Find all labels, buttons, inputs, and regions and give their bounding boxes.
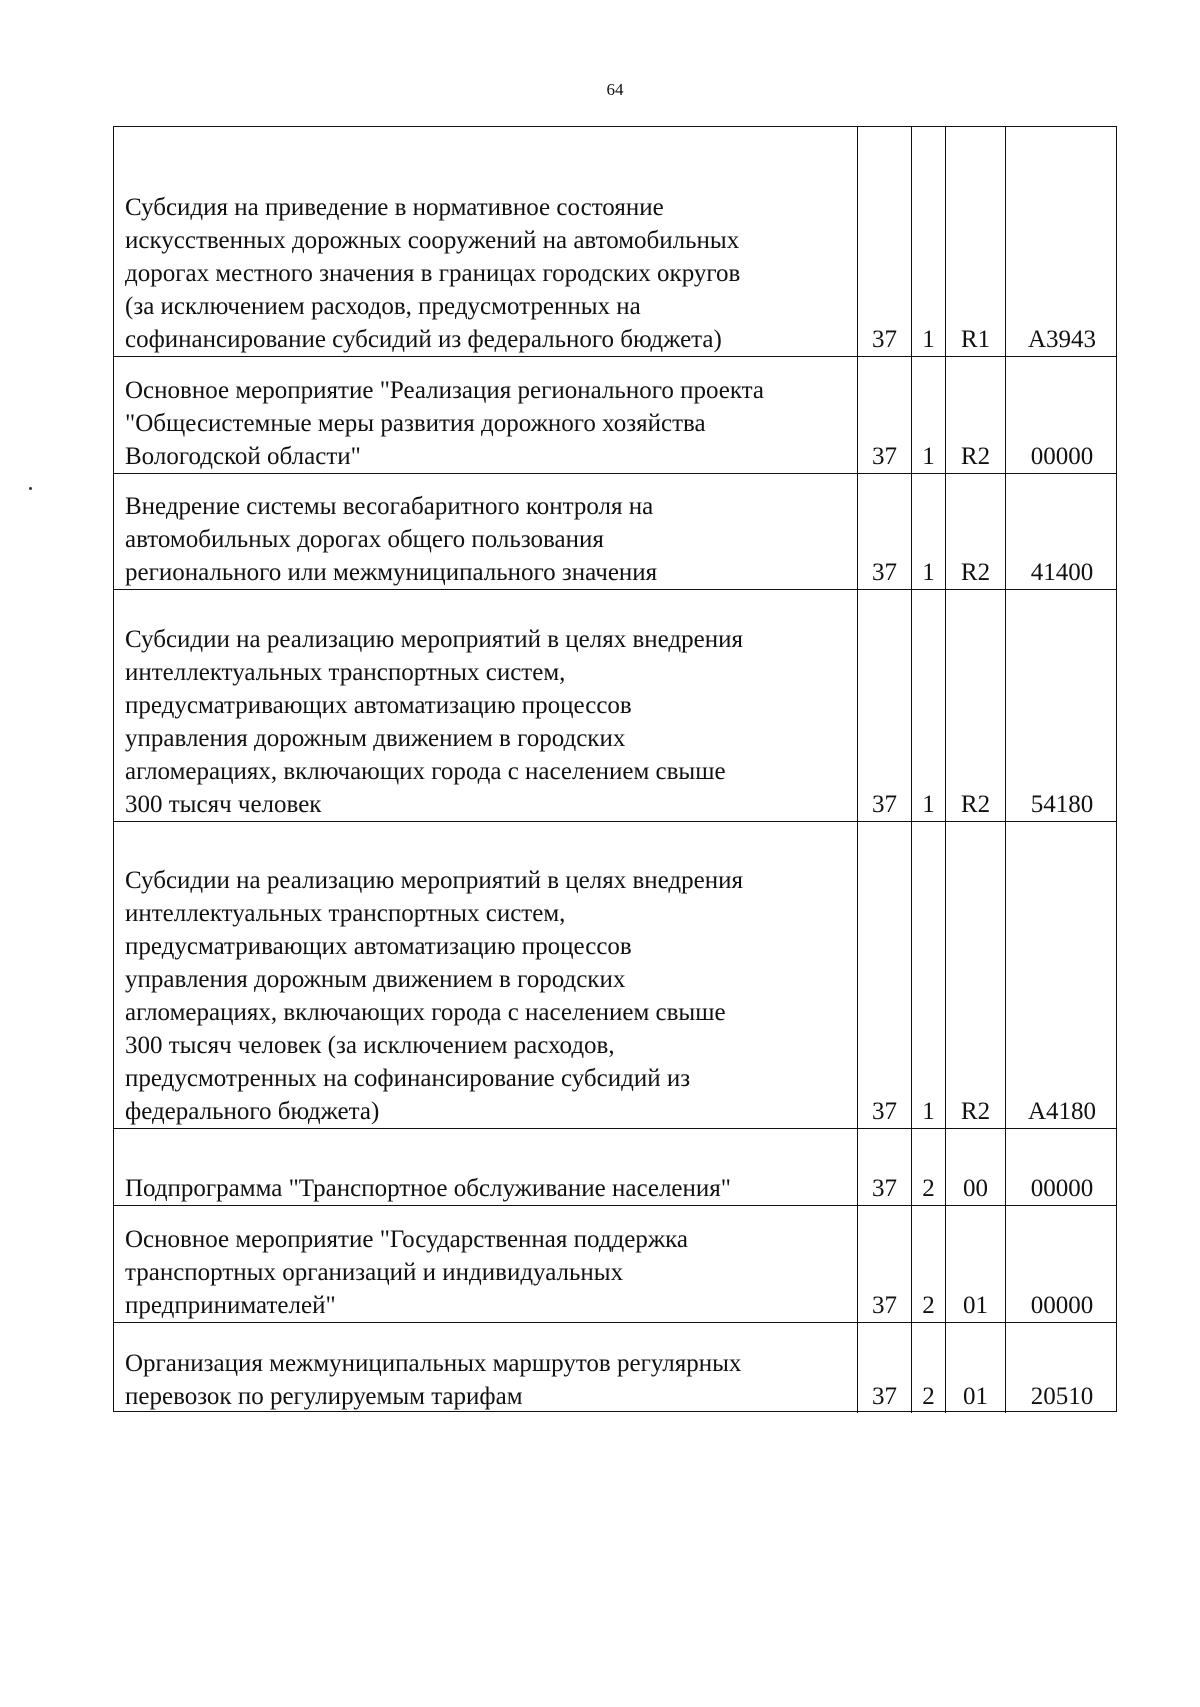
row-name-line: Субсидия на приведение в нормативное состояние xyxy=(125,194,664,221)
page-number: 64 xyxy=(606,80,624,99)
row-name-line: (за исключением расходов, предусмотренных на xyxy=(125,293,641,320)
code-col-2: 1 xyxy=(912,822,946,1128)
code-col-4: 20510 xyxy=(1030,1383,1094,1410)
row-name-line: Основное мероприятие "Реализация регионального проекта xyxy=(125,377,765,404)
code-col-4: 00000 xyxy=(1030,1292,1094,1319)
budget-table xyxy=(113,126,1117,1412)
row-name-cell xyxy=(114,1206,858,1322)
code-col-2: 1 xyxy=(912,590,946,821)
code-col-3: R2 xyxy=(946,474,1006,589)
code-col-1: 37 xyxy=(858,357,912,473)
row-name-line: Субсидии на реализацию мероприятий в целях внедрения xyxy=(125,867,743,894)
code-col-2: 2 xyxy=(912,1206,946,1322)
row-name-line: управления дорожным движением в городских xyxy=(125,966,626,993)
row-name-line: интеллектуальных транспортных систем, xyxy=(125,659,566,686)
row-name-line: Подпрограмма "Транспортное обслуживание населения" xyxy=(125,1175,731,1202)
table-row xyxy=(114,590,1116,822)
table-row xyxy=(114,127,1116,357)
code-col-3: 01 xyxy=(946,1323,1006,1413)
row-name-line: федерального бюджета) xyxy=(125,1098,380,1125)
row-name-cell xyxy=(114,1129,858,1205)
code-col-1: 37 xyxy=(858,127,912,356)
code-col-2: 2 xyxy=(912,1323,946,1413)
row-name-cell xyxy=(114,474,858,589)
row-name-line: искусственных дорожных сооружений на автомобильных xyxy=(125,227,740,254)
code-col-3: 01 xyxy=(946,1206,1006,1322)
row-name-cell xyxy=(114,127,858,356)
row-name-line: перевозок по регулируемым тарифам xyxy=(125,1383,523,1410)
code-col-3: R2 xyxy=(946,822,1006,1128)
code-col-4: 54180 xyxy=(1030,791,1094,818)
code-col-4: 00000 xyxy=(1030,1175,1094,1202)
code-col-3: R2 xyxy=(946,590,1006,821)
row-name-line: "Общесистемные меры развития дорожного хозяйства xyxy=(125,410,706,437)
row-name-line: предусматривающих автоматизацию процессов xyxy=(125,933,632,960)
code-col-1: 37 xyxy=(858,1206,912,1322)
row-name-line: Внедрение системы весогабаритного контроля на xyxy=(125,493,654,520)
code-col-1: 37 xyxy=(858,590,912,821)
row-name-line: софинансирование субсидий из федерального бюджета) xyxy=(125,326,722,353)
table-row xyxy=(114,1323,1116,1413)
code-col-1: 37 xyxy=(858,474,912,589)
code-col-2: 1 xyxy=(912,474,946,589)
row-name-line: предпринимателей" xyxy=(125,1292,336,1319)
code-col-3: R2 xyxy=(946,357,1006,473)
row-name-line: 300 тысяч человек xyxy=(125,791,322,818)
scan-artifact-dot xyxy=(29,487,32,490)
row-name-line: регионального или межмуниципального значения xyxy=(125,559,658,586)
table-row xyxy=(114,1206,1116,1323)
code-col-1: 37 xyxy=(858,1323,912,1413)
row-name-line: Основное мероприятие "Государственная поддержка xyxy=(125,1226,688,1253)
code-col-3: 00 xyxy=(946,1129,1006,1205)
row-name-cell xyxy=(114,357,858,473)
code-col-1: 37 xyxy=(858,1129,912,1205)
row-name-cell xyxy=(114,1323,858,1413)
code-col-3: R1 xyxy=(946,127,1006,356)
row-name-line: 300 тысяч человек (за исключением расходов, xyxy=(125,1032,615,1059)
code-col-2: 2 xyxy=(912,1129,946,1205)
row-name-cell xyxy=(114,590,858,821)
table-row xyxy=(114,822,1116,1129)
code-col-4: А3943 xyxy=(1027,326,1097,353)
row-name-line: дорогах местного значения в границах городских округов xyxy=(125,260,741,287)
row-name-line: агломерациях, включающих города с населением свыше xyxy=(125,999,726,1026)
row-name-line: интеллектуальных транспортных систем, xyxy=(125,900,566,927)
table-row xyxy=(114,474,1116,590)
code-col-2: 1 xyxy=(912,357,946,473)
code-col-2: 1 xyxy=(912,127,946,356)
table-row xyxy=(114,1129,1116,1206)
row-name-line: транспортных организаций и индивидуальных xyxy=(125,1259,624,1286)
row-name-line: Организация межмуниципальных маршрутов регулярных xyxy=(125,1350,742,1377)
row-name-line: Вологодской области" xyxy=(125,443,361,470)
code-col-1: 37 xyxy=(858,822,912,1128)
code-col-4: 00000 xyxy=(1030,443,1094,470)
code-col-4: 41400 xyxy=(1030,559,1094,586)
row-name-line: предусмотренных на софинансирование субсидий из xyxy=(125,1065,691,1092)
row-name-line: Субсидии на реализацию мероприятий в целях внедрения xyxy=(125,626,743,653)
code-col-4: А4180 xyxy=(1027,1098,1097,1125)
row-name-cell xyxy=(114,822,858,1128)
row-name-line: управления дорожным движением в городских xyxy=(125,725,626,752)
row-name-line: агломерациях, включающих города с населением свыше xyxy=(125,758,726,785)
table-row xyxy=(114,357,1116,474)
row-name-line: предусматривающих автоматизацию процессов xyxy=(125,692,632,719)
row-name-line: автомобильных дорогах общего пользования xyxy=(125,526,604,553)
